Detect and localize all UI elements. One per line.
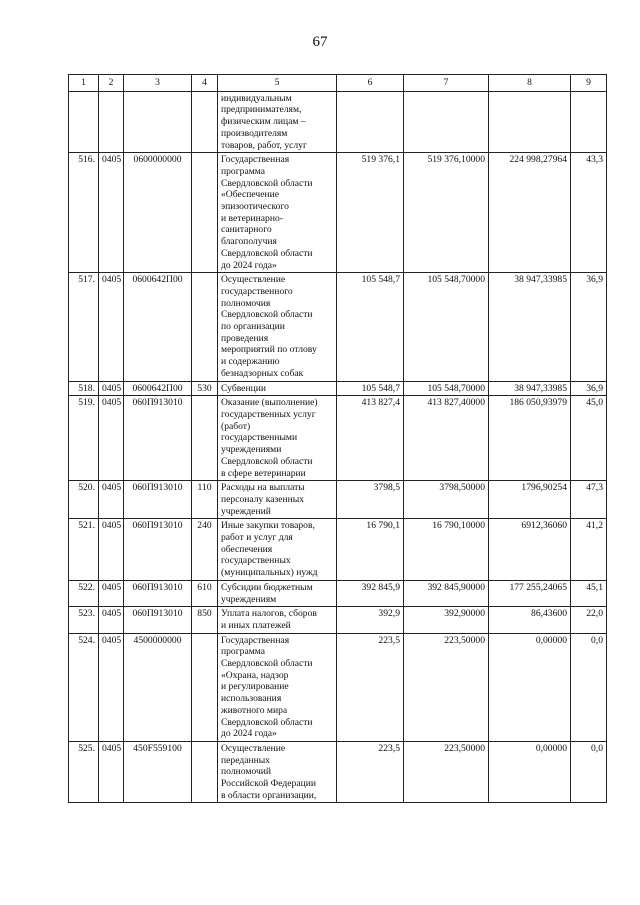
target-code-cell: 4500000000 <box>124 633 192 741</box>
description-line: Расходы на выплаты <box>221 482 305 494</box>
target-code-cell: 060П913010 <box>124 580 192 606</box>
executed-amount-cell: 1796,90254 <box>489 481 571 519</box>
description-line: в области организации, <box>221 789 317 801</box>
description-line: индивидуальным <box>221 92 292 104</box>
description-line: работ и услуг для <box>221 532 293 544</box>
section-code-cell: 0405 <box>99 580 124 606</box>
header-cell: 3 <box>124 75 192 92</box>
approved-amount-cell: 16 790,10000 <box>404 519 489 581</box>
approved-amount-cell: 223,50000 <box>404 741 489 803</box>
section-code-cell: 0405 <box>99 153 124 273</box>
percent-cell: 0,0 <box>571 741 607 803</box>
header-row <box>69 75 607 92</box>
description-line: Оказание (выполнение) <box>221 397 318 409</box>
table-row <box>69 396 607 481</box>
description-line: до 2024 года» <box>221 728 277 740</box>
percent-cell: 0,0 <box>571 633 607 741</box>
description-line: «Охрана, надзор <box>221 669 289 681</box>
header-cell: 8 <box>489 75 571 92</box>
expense-type-cell <box>192 396 218 481</box>
approved-amount-cell: 3798,50000 <box>404 481 489 519</box>
section-code-cell <box>99 91 124 153</box>
expense-type-cell <box>192 633 218 741</box>
budget-table <box>68 74 607 803</box>
description-cell <box>218 481 337 519</box>
table-row <box>69 580 607 606</box>
planned-amount-cell: 105 548,7 <box>337 273 404 381</box>
approved-amount-cell: 519 376,10000 <box>404 153 489 273</box>
executed-amount-cell: 224 998,27964 <box>489 153 571 273</box>
row-number-cell: 521. <box>69 519 99 581</box>
description-line: Свердловской области <box>221 177 313 189</box>
page-number: 67 <box>312 34 328 50</box>
description-line: Уплата налогов, сборов <box>221 608 317 620</box>
table-row <box>69 633 607 741</box>
expense-type-cell <box>192 741 218 803</box>
planned-amount-cell: 223,5 <box>337 741 404 803</box>
expense-type-cell: 610 <box>192 580 218 606</box>
description-line: эпизоотического <box>221 201 289 213</box>
description-line: обеспечения <box>221 543 273 555</box>
percent-cell: 36,9 <box>571 381 607 396</box>
description-cell <box>218 153 337 273</box>
executed-amount-cell: 0,00000 <box>489 741 571 803</box>
section-code-cell: 0405 <box>99 273 124 381</box>
description-line: персоналу казенных <box>221 493 305 505</box>
table-row <box>69 381 607 396</box>
target-code-cell: 060П913010 <box>124 607 192 633</box>
target-code-cell: 450F559100 <box>124 741 192 803</box>
description-line: государственных <box>221 555 291 567</box>
table-row <box>69 153 607 273</box>
approved-amount-cell: 392,90000 <box>404 607 489 633</box>
description-line: до 2024 года» <box>221 259 277 271</box>
description-line: в сфере ветеринарии <box>221 467 306 479</box>
description-line: государственными <box>221 432 298 444</box>
planned-amount-cell: 413 827,4 <box>337 396 404 481</box>
description-line: и содержанию <box>221 356 280 368</box>
table-row <box>69 741 607 803</box>
description-line: программа <box>221 646 266 658</box>
description-cell <box>218 91 337 153</box>
percent-cell: 43,3 <box>571 153 607 273</box>
description-line: Российской Федерации <box>221 778 316 790</box>
approved-amount-cell: 105 548,70000 <box>404 381 489 396</box>
description-line: и иных платежей <box>221 619 291 631</box>
description-line: Субвенции <box>221 382 266 394</box>
percent-cell <box>571 91 607 153</box>
target-code-cell: 060П913010 <box>124 481 192 519</box>
row-number-cell: 518. <box>69 381 99 396</box>
table-row <box>69 481 607 519</box>
table-body <box>69 91 607 803</box>
description-line: использования <box>221 693 282 705</box>
executed-amount-cell: 0,00000 <box>489 633 571 741</box>
header-cell: 4 <box>192 75 218 92</box>
description-cell <box>218 580 337 606</box>
table-row <box>69 607 607 633</box>
section-code-cell: 0405 <box>99 396 124 481</box>
section-code-cell: 0405 <box>99 633 124 741</box>
percent-cell: 45,1 <box>571 580 607 606</box>
approved-amount-cell: 413 827,40000 <box>404 396 489 481</box>
planned-amount-cell <box>337 91 404 153</box>
description-line: производителям <box>221 127 288 139</box>
description-line: учреждениям <box>221 593 277 605</box>
expense-type-cell: 850 <box>192 607 218 633</box>
row-number-cell <box>69 91 99 153</box>
planned-amount-cell: 223,5 <box>337 633 404 741</box>
description-line: государственного <box>221 285 293 297</box>
executed-amount-cell: 38 947,33985 <box>489 273 571 381</box>
description-line: физическим лицам – <box>221 116 306 128</box>
header-cell: 5 <box>218 75 337 92</box>
description-line: предпринимателям, <box>221 104 302 116</box>
planned-amount-cell: 392,9 <box>337 607 404 633</box>
approved-amount-cell <box>404 91 489 153</box>
description-line: полномочия <box>221 297 271 309</box>
header-cell: 6 <box>337 75 404 92</box>
percent-cell: 22,0 <box>571 607 607 633</box>
description-line: полномочий <box>221 766 272 778</box>
percent-cell: 41,2 <box>571 519 607 581</box>
executed-amount-cell <box>489 91 571 153</box>
description-line: мероприятий по отлову <box>221 344 317 356</box>
description-line: Свердловской области <box>221 658 313 670</box>
section-code-cell: 0405 <box>99 607 124 633</box>
table-row <box>69 273 607 381</box>
target-code-cell: 0600642П00 <box>124 273 192 381</box>
description-line: Свердловской области <box>221 309 313 321</box>
description-line: программа <box>221 165 266 177</box>
executed-amount-cell: 86,43600 <box>489 607 571 633</box>
approved-amount-cell: 223,50000 <box>404 633 489 741</box>
target-code-cell: 060П913010 <box>124 396 192 481</box>
row-number-cell: 525. <box>69 741 99 803</box>
description-line: Свердловской области <box>221 716 313 728</box>
header-cell: 1 <box>69 75 99 92</box>
description-line: Государственная <box>221 154 290 166</box>
description-line: государственных услуг <box>221 408 316 420</box>
row-number-cell: 524. <box>69 633 99 741</box>
description-line: учреждений <box>221 505 271 517</box>
description-line: товаров, работ, услуг <box>221 139 307 151</box>
description-line: Иные закупки товаров, <box>221 520 315 532</box>
section-code-cell: 0405 <box>99 741 124 803</box>
description-line: учреждениями <box>221 444 282 456</box>
section-code-cell: 0405 <box>99 381 124 396</box>
row-number-cell: 516. <box>69 153 99 273</box>
expense-type-cell <box>192 273 218 381</box>
description-line: проведения <box>221 332 269 344</box>
description-cell <box>218 607 337 633</box>
description-line: переданных <box>221 754 270 766</box>
description-cell <box>218 519 337 581</box>
target-code-cell: 0600000000 <box>124 153 192 273</box>
description-line: (муниципальных) нужд <box>221 567 318 579</box>
executed-amount-cell: 6912,36060 <box>489 519 571 581</box>
percent-cell: 36,9 <box>571 273 607 381</box>
header-cell: 2 <box>99 75 124 92</box>
description-cell <box>218 273 337 381</box>
section-code-cell: 0405 <box>99 481 124 519</box>
planned-amount-cell: 392 845,9 <box>337 580 404 606</box>
description-line: и ветеринарно- <box>221 212 283 224</box>
description-line: животного мира <box>221 704 288 716</box>
description-cell <box>218 381 337 396</box>
expense-type-cell <box>192 153 218 273</box>
expense-type-cell: 530 <box>192 381 218 396</box>
description-cell <box>218 633 337 741</box>
description-line: по организации <box>221 321 285 333</box>
expense-type-cell <box>192 91 218 153</box>
percent-cell: 47,3 <box>571 481 607 519</box>
description-line: (работ) <box>221 420 251 432</box>
section-code-cell: 0405 <box>99 519 124 581</box>
expense-type-cell: 110 <box>192 481 218 519</box>
target-code-cell: 060П913010 <box>124 519 192 581</box>
executed-amount-cell: 177 255,24065 <box>489 580 571 606</box>
description-line: Свердловской области <box>221 455 313 467</box>
percent-cell: 45,0 <box>571 396 607 481</box>
executed-amount-cell: 38 947,33985 <box>489 381 571 396</box>
expense-type-cell: 240 <box>192 519 218 581</box>
approved-amount-cell: 105 548,70000 <box>404 273 489 381</box>
description-line: и регулирование <box>221 681 289 693</box>
row-number-cell: 519. <box>69 396 99 481</box>
description-line: санитарного <box>221 224 272 236</box>
description-line: Осуществление <box>221 742 286 754</box>
planned-amount-cell: 519 376,1 <box>337 153 404 273</box>
table-row <box>69 91 607 153</box>
row-number-cell: 517. <box>69 273 99 381</box>
planned-amount-cell: 105 548,7 <box>337 381 404 396</box>
description-line: Свердловской области <box>221 247 313 259</box>
header-cell: 7 <box>404 75 489 92</box>
row-number-cell: 522. <box>69 580 99 606</box>
target-code-cell <box>124 91 192 153</box>
description-line: безнадзорных собак <box>221 367 304 379</box>
header-cell: 9 <box>571 75 607 92</box>
planned-amount-cell: 16 790,1 <box>337 519 404 581</box>
table-row <box>69 519 607 581</box>
description-line: «Обеспечение <box>221 189 279 201</box>
description-line: Субсидии бюджетным <box>221 581 313 593</box>
row-number-cell: 520. <box>69 481 99 519</box>
executed-amount-cell: 186 050,93979 <box>489 396 571 481</box>
approved-amount-cell: 392 845,90000 <box>404 580 489 606</box>
description-line: благополучия <box>221 236 277 248</box>
planned-amount-cell: 3798,5 <box>337 481 404 519</box>
target-code-cell: 0600642П00 <box>124 381 192 396</box>
description-line: Государственная <box>221 634 290 646</box>
description-cell <box>218 741 337 803</box>
description-line: Осуществление <box>221 274 286 286</box>
row-number-cell: 523. <box>69 607 99 633</box>
description-cell <box>218 396 337 481</box>
